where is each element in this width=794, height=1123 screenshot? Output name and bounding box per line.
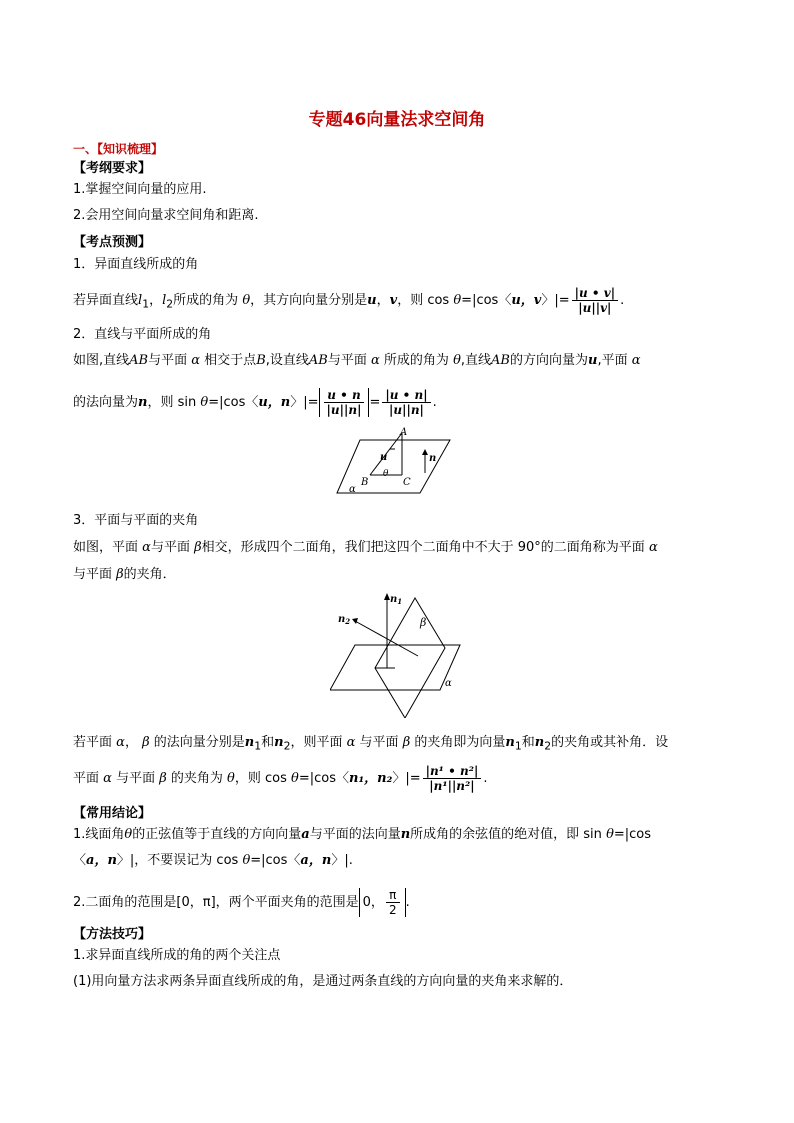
abs-fraction-sin-theta: $\frac{u • n}{|u||n|}$ [319,388,370,417]
point-3-title: 3．平面与平面的夹角 [73,513,199,528]
method-1: 1.求异面直线所成的角的两个关注点 [73,948,281,963]
heading-methods: 【方法技巧】 [73,927,152,942]
point-1-title: 1．异面直线所成的角 [73,257,199,272]
method-1-detail: (1)用向量方法求两条异面直线所成的角，是通过两条直线的方向向量的夹角来求解的． [73,974,573,989]
fraction-cos-theta: $\frac{|u • v|}{|u||v|}$ [572,286,618,315]
heading-predictions: 【考点预测】 [73,235,152,250]
plane-beta-shape [375,598,445,718]
label-beta: β [420,616,427,629]
n2-arrowhead [352,618,358,624]
fraction-plane-angle: $\frac{\text{|n¹ • n²|}}{\text{|n¹||n²|}}$ [423,764,482,793]
line-plane-angle-figure [335,425,455,500]
heading-common-conclusions: 【常用结论】 [73,806,152,821]
conclusion-1-line1: 1.线面角θ的正弦值等于直线的方向向量a与平面的法向量n所成角的余弦值的绝对值，即 sin θ=|cos [73,827,652,842]
point-2-formula: 的法向量为n，则 sin θ=|cos〈u，n〉|= $\frac{u • n}{|u||n|}$ = $\frac{|u • n|}{|u||n|}$ . [73,388,437,417]
interval-bracket: 0， $\frac{\pi}{2}$ [359,888,406,917]
section-heading-knowledge: 一、【知识梳理】 [73,142,164,156]
label-alpha: α [445,678,452,689]
requirement-2: 2.会用空间向量求空间角和距离. [73,208,259,223]
label-n2: $n_2$ [338,614,351,626]
label-a: A [400,427,408,438]
label-n1: $n_1$ [390,594,403,606]
label-b: B [361,477,369,488]
fraction-sin-theta: $\frac{|u • n|}{|u||n|}$ [382,388,430,417]
point-3-text-line3: 若平面 α， β 的法向量分别是$n_1$和$n_2$，则平面 α 与平面 β 的夹角即为向量$n_1$和$n_2$的夹角或其补角．设 [73,735,669,753]
conclusion-2: 2.二面角的范围是[0，π]，两个平面夹角的范围是 0， $\frac{\pi}{2}$ . [73,888,410,917]
label-n: n [429,453,437,464]
point-3-formula: 平面 α 与平面 β 的夹角为 θ，则 cos θ=|cos〈n₁，n₂〉|= $\frac{\text{|n¹ • n²|}}{\text{|n¹||n²|}}$ . [73,764,488,793]
plane-plane-angle-figure [330,588,465,718]
label-c: C [403,477,411,488]
point-2-text-line1: 如图,直线AB与平面 α 相交于点B,设直线AB与平面 α 所成的角为 θ,直线AB的方向向量为u,平面 α [73,353,641,368]
label-u: u [380,452,388,463]
point-3-text-line2: 与平面 β的夹角． [73,567,176,582]
point-1-formula: 若异面直线$l_1$，$l_2$所成的角为 θ，其方向向量分别是u，v，则 cos θ=|cos〈u，v〉|= $\frac{|u • v|}{|u||v|}$ . [73,286,625,315]
page-title: 专题46向量法求空间角 [308,110,486,130]
point-2-title: 2．直线与平面所成的角 [73,327,212,342]
point-3-text-line1: 如图，平面 α与平面 β相交，形成四个二面角，我们把这四个二面角中不大于 90°的二面角称为平面 α [73,540,658,555]
label-theta: θ [383,469,389,479]
label-alpha: α [349,484,356,495]
normal-arrowhead [422,449,428,455]
requirement-1: 1.掌握空间向量的应用. [73,182,207,197]
heading-requirements: 【考纲要求】 [73,161,152,176]
conclusion-1-line2: 〈a，n〉|，不要误记为 cos θ=|cos〈a，n〉|. [73,853,353,868]
